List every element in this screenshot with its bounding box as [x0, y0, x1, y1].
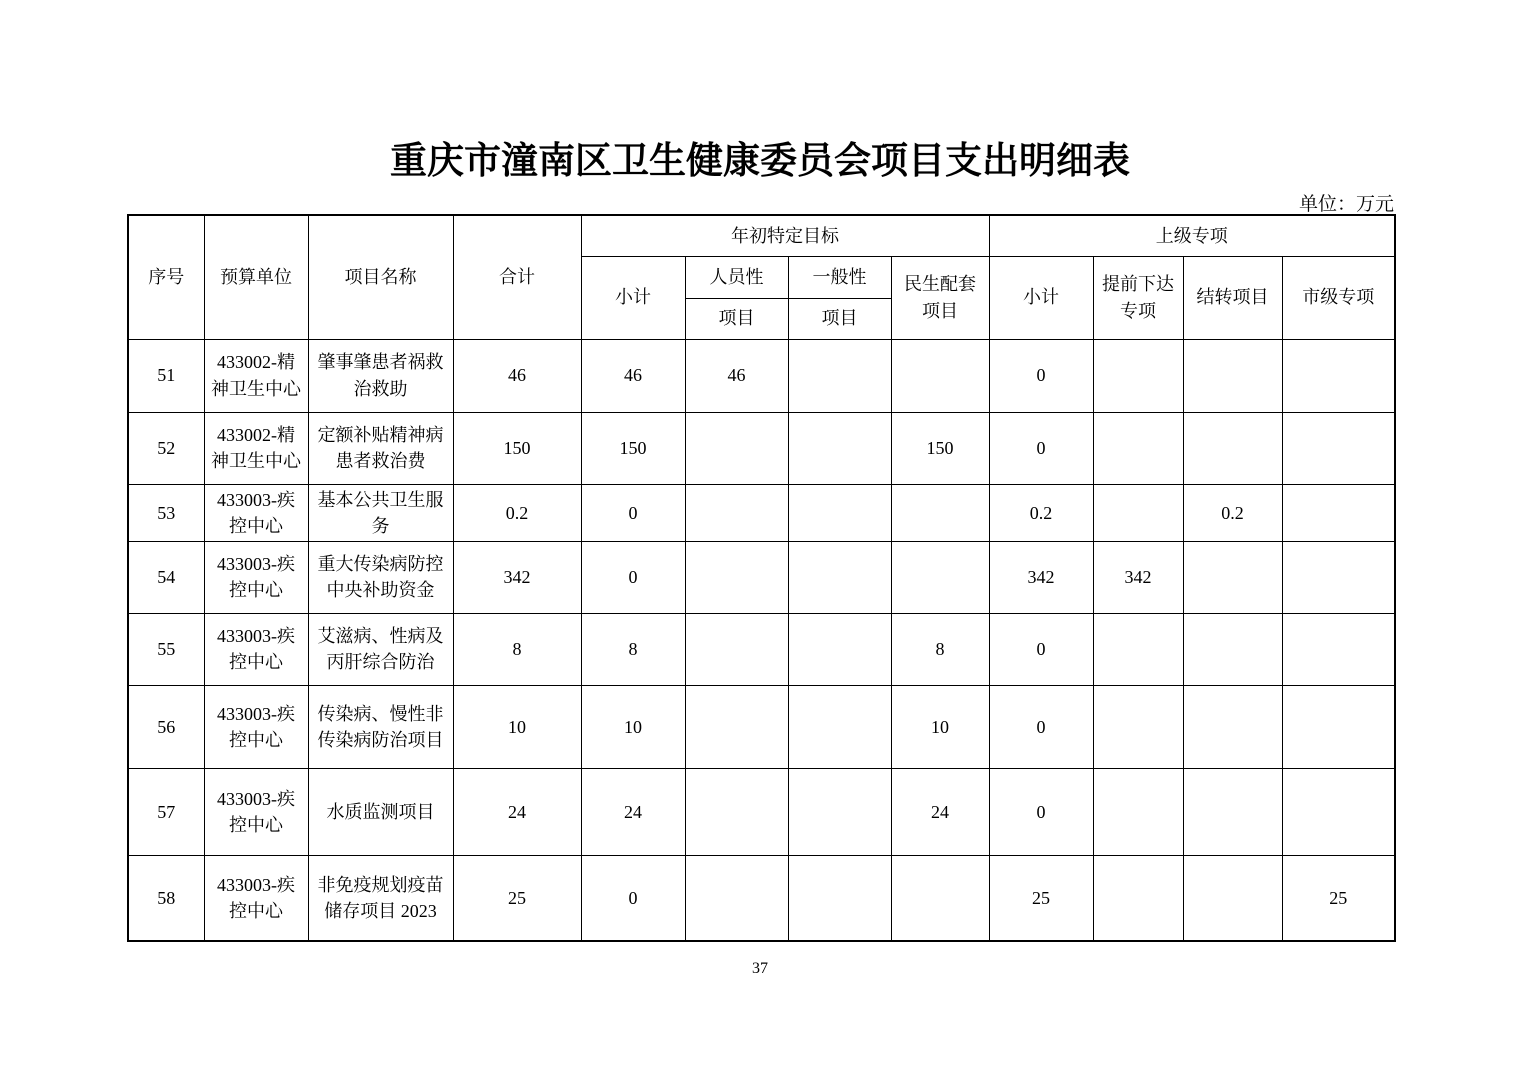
header-group-superior: 上级专项 — [989, 215, 1395, 256]
cell-serial: 54 — [128, 541, 204, 613]
cell-total: 342 — [453, 541, 581, 613]
cell-superior-subtotal: 25 — [989, 855, 1093, 941]
cell-advance — [1093, 768, 1183, 855]
cell-superior-subtotal: 0.2 — [989, 484, 1093, 541]
cell-budget-unit: 433003-疾控中心 — [204, 484, 308, 541]
cell-personnel — [685, 768, 788, 855]
cell-municipal — [1282, 685, 1395, 768]
cell-livelihood — [891, 855, 989, 941]
header-livelihood: 民生配套项目 — [891, 256, 989, 339]
cell-total: 25 — [453, 855, 581, 941]
cell-serial: 51 — [128, 339, 204, 412]
cell-general — [788, 484, 891, 541]
table-row — [128, 484, 1395, 541]
cell-advance — [1093, 855, 1183, 941]
cell-personnel — [685, 685, 788, 768]
header-general-top: 一般性 — [788, 256, 891, 298]
cell-personnel — [685, 855, 788, 941]
cell-carryover — [1183, 412, 1282, 484]
cell-project-name: 非免疫规划疫苗储存项目 2023 — [308, 855, 453, 941]
header-row-groups — [128, 215, 1395, 256]
expenditure-table — [127, 214, 1396, 942]
header-municipal-special: 市级专项 — [1282, 256, 1395, 339]
header-serial: 序号 — [128, 215, 204, 339]
cell-carryover — [1183, 685, 1282, 768]
cell-municipal — [1282, 613, 1395, 685]
cell-personnel — [685, 541, 788, 613]
cell-personnel — [685, 484, 788, 541]
cell-advance — [1093, 613, 1183, 685]
cell-project-name: 定额补贴精神病患者救治费 — [308, 412, 453, 484]
cell-superior-subtotal: 0 — [989, 613, 1093, 685]
page-title: 重庆市潼南区卫生健康委员会项目支出明细表 — [390, 141, 1130, 182]
table-row — [128, 412, 1395, 484]
cell-municipal — [1282, 339, 1395, 412]
cell-year-subtotal: 8 — [581, 613, 685, 685]
table-row — [128, 613, 1395, 685]
cell-livelihood — [891, 541, 989, 613]
cell-project-name: 传染病、慢性非传染病防治项目 — [308, 685, 453, 768]
cell-project-name: 基本公共卫生服务 — [308, 484, 453, 541]
cell-personnel: 46 — [685, 339, 788, 412]
cell-advance — [1093, 412, 1183, 484]
cell-project-name: 水质监测项目 — [308, 768, 453, 855]
table-header — [128, 215, 1395, 339]
cell-municipal — [1282, 412, 1395, 484]
cell-serial: 56 — [128, 685, 204, 768]
cell-budget-unit: 433003-疾控中心 — [204, 855, 308, 941]
cell-advance: 342 — [1093, 541, 1183, 613]
cell-general — [788, 685, 891, 768]
cell-municipal — [1282, 484, 1395, 541]
cell-personnel — [685, 613, 788, 685]
header-personnel-bottom: 项目 — [685, 298, 788, 339]
cell-superior-subtotal: 342 — [989, 541, 1093, 613]
cell-budget-unit: 433003-疾控中心 — [204, 613, 308, 685]
cell-superior-subtotal: 0 — [989, 685, 1093, 768]
cell-year-subtotal: 24 — [581, 768, 685, 855]
unit-note: 单位：万元 — [1298, 194, 1394, 215]
cell-budget-unit: 433003-疾控中心 — [204, 768, 308, 855]
cell-livelihood — [891, 484, 989, 541]
header-budget-unit: 预算单位 — [204, 215, 308, 339]
cell-total: 150 — [453, 412, 581, 484]
cell-serial: 53 — [128, 484, 204, 541]
cell-budget-unit: 433003-疾控中心 — [204, 685, 308, 768]
cell-municipal — [1282, 541, 1395, 613]
table-row — [128, 855, 1395, 941]
cell-year-subtotal: 0 — [581, 484, 685, 541]
cell-budget-unit: 433002-精神卫生中心 — [204, 412, 308, 484]
header-personnel-top: 人员性 — [685, 256, 788, 298]
cell-carryover — [1183, 541, 1282, 613]
cell-serial: 55 — [128, 613, 204, 685]
page-number: 37 — [752, 960, 768, 977]
table-row — [128, 768, 1395, 855]
cell-project-name: 艾滋病、性病及丙肝综合防治 — [308, 613, 453, 685]
cell-year-subtotal: 0 — [581, 855, 685, 941]
cell-general — [788, 613, 891, 685]
cell-budget-unit: 433003-疾控中心 — [204, 541, 308, 613]
cell-year-subtotal: 10 — [581, 685, 685, 768]
cell-general — [788, 768, 891, 855]
cell-general — [788, 339, 891, 412]
cell-municipal: 25 — [1282, 855, 1395, 941]
cell-carryover: 0.2 — [1183, 484, 1282, 541]
cell-livelihood: 8 — [891, 613, 989, 685]
header-total: 合计 — [453, 215, 581, 339]
table-body — [128, 339, 1395, 941]
header-advance-special: 提前下达专项 — [1093, 256, 1183, 339]
header-general-bottom: 项目 — [788, 298, 891, 339]
cell-carryover — [1183, 613, 1282, 685]
cell-project-name: 肇事肇患者祸救治救助 — [308, 339, 453, 412]
cell-general — [788, 541, 891, 613]
cell-livelihood: 150 — [891, 412, 989, 484]
cell-budget-unit: 433002-精神卫生中心 — [204, 339, 308, 412]
cell-year-subtotal: 0 — [581, 541, 685, 613]
cell-personnel — [685, 412, 788, 484]
cell-year-subtotal: 46 — [581, 339, 685, 412]
cell-serial: 57 — [128, 768, 204, 855]
cell-advance — [1093, 685, 1183, 768]
cell-carryover — [1183, 855, 1282, 941]
table-row — [128, 685, 1395, 768]
cell-advance — [1093, 339, 1183, 412]
header-subtotal-superior: 小计 — [989, 256, 1093, 339]
header-subtotal-year: 小计 — [581, 256, 685, 339]
cell-advance — [1093, 484, 1183, 541]
cell-total: 24 — [453, 768, 581, 855]
cell-livelihood: 24 — [891, 768, 989, 855]
header-project-name: 项目名称 — [308, 215, 453, 339]
cell-livelihood: 10 — [891, 685, 989, 768]
cell-municipal — [1282, 768, 1395, 855]
table-row — [128, 339, 1395, 412]
cell-carryover — [1183, 339, 1282, 412]
header-carryover: 结转项目 — [1183, 256, 1282, 339]
cell-year-subtotal: 150 — [581, 412, 685, 484]
cell-general — [788, 412, 891, 484]
cell-serial: 58 — [128, 855, 204, 941]
cell-superior-subtotal: 0 — [989, 339, 1093, 412]
header-group-year-start: 年初特定目标 — [581, 215, 989, 256]
cell-superior-subtotal: 0 — [989, 412, 1093, 484]
cell-serial: 52 — [128, 412, 204, 484]
cell-superior-subtotal: 0 — [989, 768, 1093, 855]
cell-total: 46 — [453, 339, 581, 412]
cell-total: 10 — [453, 685, 581, 768]
table-row — [128, 541, 1395, 613]
cell-carryover — [1183, 768, 1282, 855]
cell-total: 8 — [453, 613, 581, 685]
cell-total: 0.2 — [453, 484, 581, 541]
cell-general — [788, 855, 891, 941]
cell-livelihood — [891, 339, 989, 412]
cell-project-name: 重大传染病防控中央补助资金 — [308, 541, 453, 613]
